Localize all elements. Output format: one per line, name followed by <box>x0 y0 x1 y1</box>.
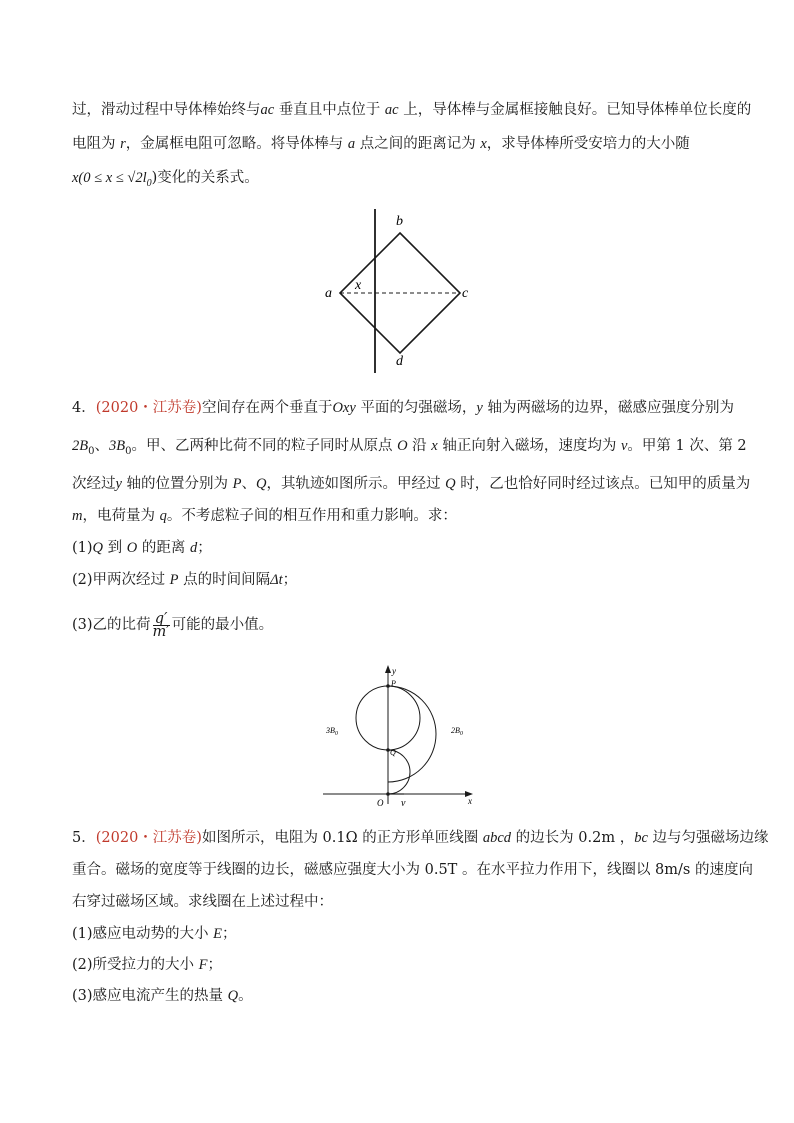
text: 轴的位置分别为 <box>121 476 233 492</box>
text: (1)感应电动势的大小 <box>72 926 214 942</box>
q5-line-1 <box>72 828 769 848</box>
text: ； <box>207 957 223 973</box>
label-d: d <box>396 354 403 369</box>
label-O: O <box>377 798 384 808</box>
var-Q: Q <box>445 476 456 492</box>
text: 到 <box>103 540 127 556</box>
text: (1) <box>72 540 93 556</box>
text: )变化的关系式。 <box>151 170 259 186</box>
text: 。甲第 1 次、第 2 <box>627 438 747 454</box>
label-sub: 0 <box>334 731 338 737</box>
var-ac: ac <box>260 102 275 118</box>
label-3B: 3B <box>326 726 335 735</box>
label-x: x <box>355 278 362 293</box>
text: 次经过 <box>72 476 116 492</box>
text: 平面的匀强磁场， <box>355 400 477 416</box>
var-v: v <box>620 438 628 454</box>
text: ； <box>282 572 298 588</box>
text: 。不考虑粒子间的相互作用和重力影响。求： <box>166 508 457 524</box>
var-q: q <box>159 508 167 524</box>
var-3B0: 3B <box>108 438 126 454</box>
q5-line-2 <box>72 860 753 880</box>
text: (2)所受拉力的大小 <box>72 957 199 973</box>
q4-line-1 <box>72 398 734 418</box>
var-P: P <box>232 476 242 492</box>
text: ，电荷量为 <box>82 508 160 524</box>
q4-line-4 <box>72 506 457 526</box>
label-y: y <box>392 666 396 676</box>
text: 垂直且中点位于 <box>274 102 385 118</box>
label-3B0 <box>325 726 338 737</box>
text: (3)感应电流产生的热量 <box>72 988 228 1004</box>
text: 、 <box>94 438 109 454</box>
point-O <box>386 792 390 796</box>
q3-line-2 <box>72 134 690 154</box>
label-2B: 2B <box>451 726 460 735</box>
label-P: P <box>391 679 396 688</box>
var-O: O <box>126 540 138 556</box>
var-m: m <box>72 508 83 524</box>
fraction-denominator: m′ <box>152 623 170 640</box>
point-P <box>386 684 390 688</box>
text: 重合。磁场的宽度等于线圈的边长，磁感应强度大小为 0.5T 。在水平拉力作用下，线圈以 8m/s 的速度向 <box>72 862 753 878</box>
text: 、 <box>241 476 257 492</box>
charge-mass-fraction <box>152 610 170 640</box>
q4-line-3 <box>72 474 750 494</box>
y-axis-arrow <box>385 665 391 673</box>
label-a: a <box>325 286 332 301</box>
var-y: y <box>115 476 122 492</box>
text: 沿 <box>407 438 432 454</box>
text: (3)乙的比荷 <box>72 617 151 633</box>
source-tag: (2020・江苏卷) <box>95 830 202 846</box>
text: 。甲、乙两种比荷不同的粒子同时从原点 <box>131 438 398 454</box>
figure-particle-trajectory <box>318 662 488 810</box>
var-d: d <box>189 540 198 556</box>
text: 轴正向射入磁场，速度均为 <box>437 438 621 454</box>
range-expression: x(0 ≤ x ≤ √2l <box>72 170 147 186</box>
subscript: 0 <box>125 445 132 457</box>
source-tag: (2020・江苏卷) <box>95 400 202 416</box>
q3-line-1 <box>72 100 751 120</box>
text: 上，导体棒与金属框接触良好。已知导体棒单位长度的 <box>398 102 752 118</box>
var-a: a <box>347 136 356 152</box>
q5-sub-2 <box>72 955 222 975</box>
var-P: P <box>169 572 179 588</box>
text: 的距离 <box>137 540 190 556</box>
text: 的边长为 0.2m ， <box>511 830 635 846</box>
var-x: x <box>480 136 487 152</box>
var-x: x <box>431 438 438 454</box>
q5-sub-3 <box>72 986 253 1006</box>
label-b: b <box>396 214 403 229</box>
var-Q: Q <box>227 988 239 1004</box>
text: 轴为两磁场的边界，磁感应强度分别为 <box>482 400 734 416</box>
label-2B0 <box>451 726 463 737</box>
text: (2)甲两次经过 <box>72 572 170 588</box>
question-number: 5． <box>72 830 96 846</box>
q4-sub-3 <box>72 612 273 638</box>
figure-square-frame <box>300 205 500 375</box>
text: 时，乙也恰好同时经过该点。已知甲的质量为 <box>455 476 751 492</box>
fraction-numerator: q′ <box>153 613 170 626</box>
q4-sub-2 <box>72 570 297 590</box>
var-r: r <box>120 136 126 152</box>
q5-sub-1 <box>72 924 237 944</box>
label-sub: 0 <box>459 731 463 737</box>
subscript: 0 <box>146 177 152 189</box>
var-Q: Q <box>256 476 267 492</box>
q4-sub-1 <box>72 538 212 558</box>
q3-line-3 <box>72 168 259 194</box>
var-E: E <box>213 926 223 942</box>
text: ，金属框电阻可忽略。将导体棒与 <box>125 136 348 152</box>
text: 右穿过磁场区域。求线圈在上述过程中： <box>72 894 333 910</box>
question-number: 4． <box>72 400 96 416</box>
text: 。 <box>238 988 253 1004</box>
subscript: 0 <box>88 445 95 457</box>
text: ，求导体棒所受安培力的大小随 <box>486 136 690 152</box>
var-oxy: Oxy <box>332 400 356 416</box>
q5-line-3 <box>72 892 333 912</box>
q4-line-2 <box>72 436 747 462</box>
label-c: c <box>462 286 469 301</box>
var-bc: bc <box>634 830 648 846</box>
label-Q: Q <box>390 748 396 757</box>
text: ，其轨迹如图所示。甲经过 <box>266 476 446 492</box>
text: 点之间的距离记为 <box>355 136 481 152</box>
text: 如图所示，电阻为 0.1Ω 的正方形单匝线圈 <box>201 830 483 846</box>
var-Q: Q <box>92 540 104 556</box>
var-abcd: abcd <box>482 830 512 846</box>
text: 边与匀强磁场边缘 <box>647 830 769 846</box>
text: 点的时间间隔 <box>178 572 271 588</box>
var-2B0: 2B <box>72 438 89 454</box>
var-ac: ac <box>384 102 399 118</box>
label-x: x <box>468 796 472 806</box>
var-y: y <box>476 400 483 416</box>
text: 过，滑动过程中导体棒始终与 <box>72 102 261 118</box>
trajectory-arc-2B0-large <box>388 686 436 782</box>
text: ； <box>197 540 212 556</box>
text: 电阻为 <box>72 136 121 152</box>
var-F: F <box>198 957 208 973</box>
text: ； <box>222 926 237 942</box>
text: 空间存在两个垂直于 <box>201 400 333 416</box>
var-delta-t: Δt <box>270 572 283 588</box>
label-v: v <box>401 798 406 809</box>
var-O: O <box>397 438 408 454</box>
text: 可能的最小值。 <box>171 617 274 633</box>
